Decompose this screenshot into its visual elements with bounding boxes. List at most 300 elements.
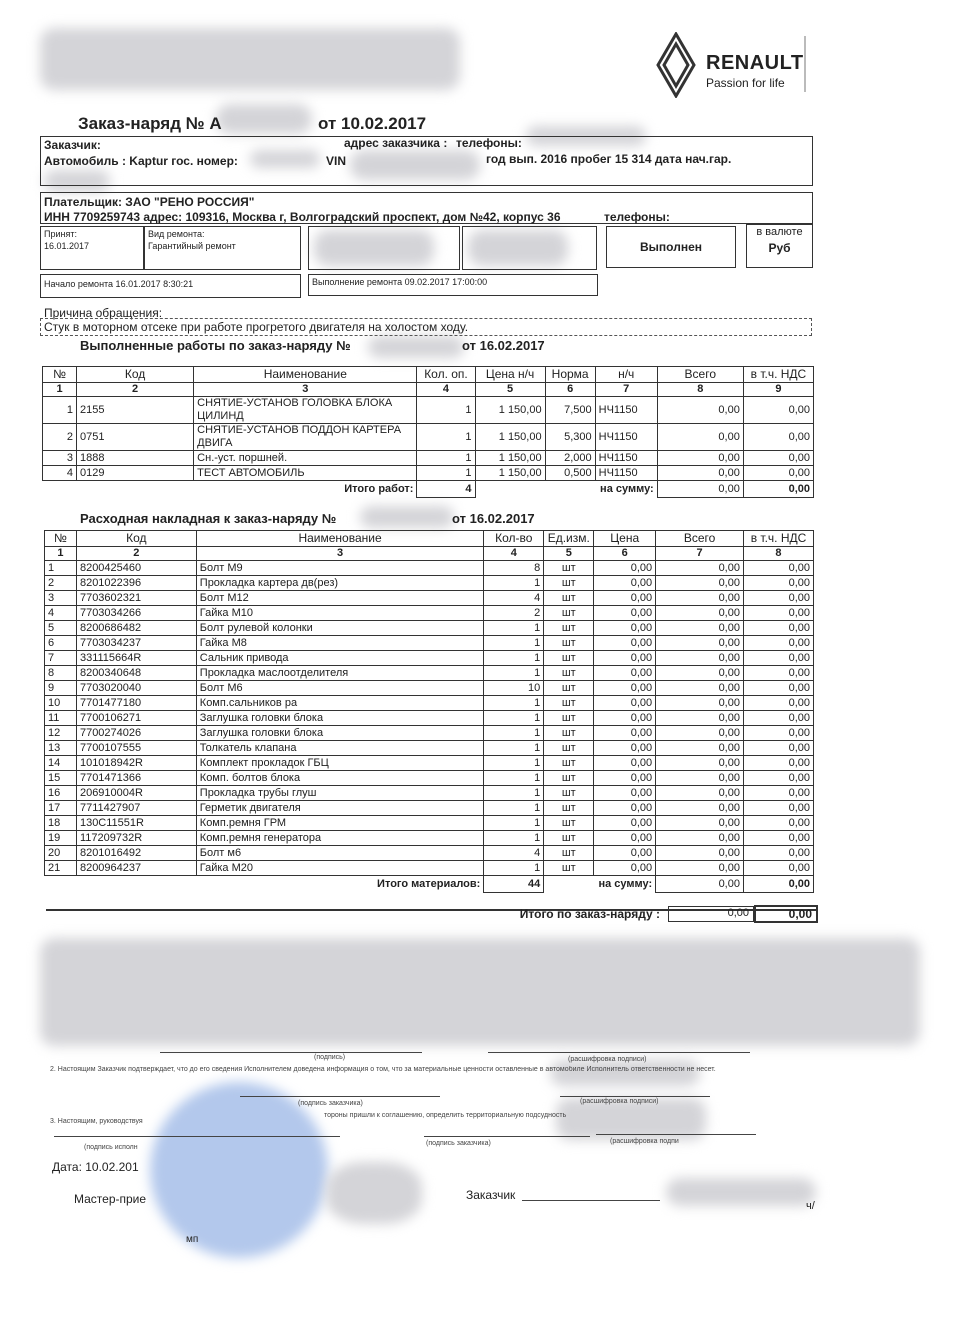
- materials-cell: 0,00: [656, 606, 744, 621]
- materials-cell: 0,00: [743, 816, 813, 831]
- materials-column-number: 6: [594, 547, 656, 561]
- materials-cell: Прокладка картера дв(рез): [196, 576, 484, 591]
- materials-cell: 8201022396: [76, 576, 196, 591]
- materials-cell: 0,00: [743, 741, 813, 756]
- materials-cell: 1: [484, 636, 544, 651]
- materials-table: [44, 530, 814, 893]
- materials-cell: 1: [484, 621, 544, 636]
- grand-total-sum: 0,00: [668, 906, 754, 922]
- table-row: [45, 801, 814, 816]
- table-row: [45, 606, 814, 621]
- sign-line-4: [560, 1096, 710, 1097]
- materials-cell: Толкатель клапана: [196, 741, 484, 756]
- works-total-row: [43, 481, 814, 498]
- works-header-row: [43, 367, 814, 383]
- materials-cell: 0,00: [594, 591, 656, 606]
- materials-cell: Гайка М8: [196, 636, 484, 651]
- materials-sum-total: 0,00: [656, 876, 744, 893]
- works-column-number: 9: [743, 383, 813, 397]
- table-row: [43, 397, 814, 424]
- sign-customer-caption: (подпись): [314, 1054, 346, 1061]
- materials-cell: 0,00: [656, 726, 744, 741]
- table-row: [45, 861, 814, 876]
- materials-column-number: 3: [196, 547, 484, 561]
- tail-mark: ч/: [806, 1200, 815, 1212]
- materials-cell: 117209732R: [76, 831, 196, 846]
- works-cell: 0,00: [743, 451, 813, 466]
- materials-cell: 7701471366: [76, 771, 196, 786]
- table-row: [45, 726, 814, 741]
- materials-cell: 101018942R: [76, 756, 196, 771]
- table-row: [45, 816, 814, 831]
- materials-cell: 15: [45, 771, 77, 786]
- footer-date: Дата: 10.02.201: [52, 1160, 139, 1174]
- works-column-number: 4: [417, 383, 475, 397]
- works-column-number: 5: [475, 383, 545, 397]
- sign-line-5: [54, 1136, 340, 1137]
- currency-label: в валюте: [756, 226, 803, 238]
- materials-cell: Комп.ремня генератора: [196, 831, 484, 846]
- redaction-materials-number: [360, 506, 454, 528]
- works-cell: НЧ1150: [595, 451, 657, 466]
- works-cell: 1 150,00: [475, 466, 545, 481]
- materials-cell: 0,00: [743, 801, 813, 816]
- materials-header-row: [45, 531, 814, 547]
- materials-cell: 8200686482: [76, 621, 196, 636]
- materials-cell: 0,00: [594, 696, 656, 711]
- materials-cell: шт: [544, 831, 594, 846]
- materials-date: от 16.02.2017: [452, 511, 535, 526]
- materials-cell: 7711427907: [76, 801, 196, 816]
- materials-cell: 1: [484, 696, 544, 711]
- materials-cell: шт: [544, 786, 594, 801]
- materials-cell: 0,00: [594, 636, 656, 651]
- table-row: [45, 621, 814, 636]
- materials-cell: 2: [484, 606, 544, 621]
- works-cell: 0,00: [743, 466, 813, 481]
- table-row: [45, 831, 814, 846]
- materials-cell: 3: [45, 591, 77, 606]
- sign-line-2: [488, 1052, 750, 1053]
- accepted-date: 16.01.2017: [44, 241, 90, 251]
- materials-cell: 0,00: [743, 771, 813, 786]
- materials-column-number: 5: [544, 547, 594, 561]
- materials-cell: Комп.сальников ра: [196, 696, 484, 711]
- materials-cell: шт: [544, 726, 594, 741]
- works-cell: 1 150,00: [475, 451, 545, 466]
- materials-cell: 0,00: [743, 726, 813, 741]
- master-receiver-label: Мастер-прие: [74, 1192, 147, 1206]
- table-row: [45, 741, 814, 756]
- materials-cell: 0,00: [743, 621, 813, 636]
- accepted-label: Принят:: [44, 229, 77, 239]
- materials-column-number: 4: [484, 547, 544, 561]
- works-header-cell: Всего: [657, 367, 743, 383]
- materials-cell: 1: [484, 816, 544, 831]
- materials-cell: 1: [484, 666, 544, 681]
- materials-cell: 0,00: [743, 681, 813, 696]
- materials-total-row: [45, 876, 814, 893]
- materials-cell: 0,00: [656, 696, 744, 711]
- materials-cell: 0,00: [594, 741, 656, 756]
- works-cell: 5,300: [545, 424, 595, 451]
- materials-cell: шт: [544, 666, 594, 681]
- materials-cell: 0,00: [594, 726, 656, 741]
- works-cell: 0,500: [545, 466, 595, 481]
- payer: Плательщик: ЗАО "РЕНО РОССИЯ": [44, 195, 255, 209]
- materials-cell: Комплект прокладок ГБЦ: [196, 756, 484, 771]
- brand-slogan: Passion for life: [706, 76, 785, 90]
- works-cell: 7,500: [545, 397, 595, 424]
- customer-sign-label: Заказчик: [466, 1188, 516, 1202]
- works-cell: Сн.-уст. поршней.: [194, 451, 417, 466]
- materials-cell: 4: [484, 846, 544, 861]
- phones-label: телефоны:: [456, 136, 522, 150]
- materials-cell: 0,00: [656, 771, 744, 786]
- works-cell: СНЯТИЕ-УСТАНОВ ГОЛОВКА БЛОКА ЦИЛИНД: [194, 397, 417, 424]
- materials-header-cell: в т.ч. НДС: [743, 531, 813, 547]
- materials-cell: 7700274026: [76, 726, 196, 741]
- works-cell: ТЕСТ АВТОМОБИЛЬ: [194, 466, 417, 481]
- table-row: [45, 591, 814, 606]
- works-column-number: 3: [194, 383, 417, 397]
- materials-cell: 0,00: [656, 711, 744, 726]
- materials-cell: 20: [45, 846, 77, 861]
- materials-cell: 0,00: [743, 576, 813, 591]
- logo-divider: [804, 36, 806, 92]
- table-row: [45, 666, 814, 681]
- materials-cell: 0,00: [656, 621, 744, 636]
- materials-cell: шт: [544, 861, 594, 876]
- works-column-number: 2: [77, 383, 194, 397]
- works-cell: 0,00: [657, 466, 743, 481]
- customer-sign-line: [522, 1200, 660, 1201]
- materials-cell: Комп.ремня ГРМ: [196, 816, 484, 831]
- car-details: год вып. 2016 пробег 15 314 дата нач.гар.: [486, 152, 732, 166]
- materials-cell: 1: [484, 576, 544, 591]
- materials-cell: 6: [45, 636, 77, 651]
- sign-exec-caption: (подпись исполн: [84, 1144, 138, 1151]
- redaction-footer-clause: [40, 938, 920, 1046]
- materials-cell: 1: [484, 831, 544, 846]
- works-column-number: 7: [595, 383, 657, 397]
- end-repair: Выполнение ремонта 09.02.2017 17:00:00: [312, 277, 488, 287]
- materials-cell: шт: [544, 756, 594, 771]
- works-cell: 1 150,00: [475, 424, 545, 451]
- materials-cell: 8: [45, 666, 77, 681]
- clause-3-rest: тороны пришли к соглашению, определить территориальную подсудность: [324, 1112, 567, 1119]
- redaction-works-number: [368, 336, 464, 358]
- payer-inn-address: ИНН 7709259743 адрес: 109316, Москва г, Волгоградский проспект, дом №42, корпус 36: [44, 210, 561, 224]
- works-cell: 1: [417, 424, 475, 451]
- materials-cell: 0,00: [743, 846, 813, 861]
- materials-cell: 13: [45, 741, 77, 756]
- works-cell: 0129: [77, 466, 194, 481]
- materials-cell: 0,00: [656, 816, 744, 831]
- materials-cell: шт: [544, 846, 594, 861]
- materials-cell: Прокладка трубы глуш: [196, 786, 484, 801]
- works-cell: 3: [43, 451, 77, 466]
- materials-cell: 0,00: [743, 591, 813, 606]
- materials-cell: шт: [544, 651, 594, 666]
- materials-cell: шт: [544, 681, 594, 696]
- table-row: [45, 756, 814, 771]
- materials-column-number: 7: [656, 547, 744, 561]
- works-column-number-row: [43, 383, 814, 397]
- materials-total-qty: 44: [484, 876, 544, 893]
- materials-cell: 0,00: [743, 831, 813, 846]
- grand-total-vat: 0,00: [754, 905, 818, 923]
- materials-cell: шт: [544, 816, 594, 831]
- works-cell: 2,000: [545, 451, 595, 466]
- materials-sum-vat: 0,00: [743, 876, 813, 893]
- materials-cell: 7703034266: [76, 606, 196, 621]
- customer-label: Заказчик:: [44, 138, 101, 152]
- materials-cell: 1: [484, 771, 544, 786]
- materials-cell: 0,00: [594, 756, 656, 771]
- materials-cell: 0,00: [594, 606, 656, 621]
- clause-3-start: 3. Настоящим, руководствуя: [50, 1118, 143, 1125]
- materials-cell: 8: [484, 561, 544, 576]
- materials-header-cell: №: [45, 531, 77, 547]
- materials-cell: 16: [45, 786, 77, 801]
- materials-cell: шт: [544, 711, 594, 726]
- materials-cell: 8201016492: [76, 846, 196, 861]
- materials-cell: 10: [484, 681, 544, 696]
- materials-cell: шт: [544, 591, 594, 606]
- materials-cell: 10: [45, 696, 77, 711]
- brand-name: RENAULT: [706, 52, 804, 74]
- materials-cell: 1: [484, 726, 544, 741]
- materials-title: Расходная накладная к заказ-наряду №: [80, 511, 337, 526]
- decode-caption-3: (расшифровка подпи: [610, 1138, 679, 1145]
- materials-header-cell: Всего: [656, 531, 744, 547]
- materials-cell: 0,00: [594, 681, 656, 696]
- materials-cell: шт: [544, 741, 594, 756]
- table-row: [45, 681, 814, 696]
- works-sum-total: 0,00: [657, 481, 743, 498]
- stamp-mp-label: мп: [186, 1234, 199, 1245]
- materials-cell: шт: [544, 771, 594, 786]
- materials-cell: 21: [45, 861, 77, 876]
- materials-cell: 331115664R: [76, 651, 196, 666]
- works-sum-vat: 0,00: [743, 481, 813, 498]
- reason-text: Стук в моторном отсеке при работе прогретого двигателя на холостом ходу.: [44, 320, 469, 334]
- decode-caption-2: (расшифровка подписи): [580, 1098, 659, 1105]
- materials-cell: Болт м6: [196, 846, 484, 861]
- table-row: [45, 846, 814, 861]
- redaction-stamp: [150, 1082, 328, 1258]
- materials-cell: 1: [484, 786, 544, 801]
- materials-cell: 8200425460: [76, 561, 196, 576]
- start-repair: Начало ремонта 16.01.2017 8:30:21: [44, 279, 194, 289]
- materials-cell: 0,00: [656, 756, 744, 771]
- payer-phones-label: телефоны:: [604, 210, 670, 224]
- materials-cell: Заглушка головки блока: [196, 711, 484, 726]
- order-status: Выполнен: [640, 240, 702, 254]
- materials-cell: 0,00: [656, 741, 744, 756]
- materials-cell: шт: [544, 636, 594, 651]
- works-date: от 16.02.2017: [462, 338, 545, 353]
- materials-cell: 7: [45, 651, 77, 666]
- materials-cell: 0,00: [656, 681, 744, 696]
- materials-cell: 0,00: [743, 636, 813, 651]
- works-header-cell: Норма: [545, 367, 595, 383]
- materials-cell: 0,00: [594, 666, 656, 681]
- materials-cell: 0,00: [656, 801, 744, 816]
- works-cell: 1888: [77, 451, 194, 466]
- works-header-cell: н/ч: [595, 367, 657, 383]
- table-row: [43, 424, 814, 451]
- works-table: [42, 366, 814, 498]
- works-cell: 0,00: [743, 424, 813, 451]
- materials-cell: 0,00: [743, 711, 813, 726]
- materials-cell: 0,00: [594, 576, 656, 591]
- materials-cell: 0,00: [656, 666, 744, 681]
- works-cell: 2155: [77, 397, 194, 424]
- materials-cell: 7703602321: [76, 591, 196, 606]
- materials-column-number: 1: [45, 547, 77, 561]
- materials-cell: Болт М12: [196, 591, 484, 606]
- materials-cell: 0,00: [656, 636, 744, 651]
- materials-cell: 0,00: [656, 786, 744, 801]
- redaction-customer-sign: [666, 1178, 816, 1206]
- works-header-cell: в т.ч. НДС: [743, 367, 813, 383]
- currency: Руб: [768, 241, 791, 255]
- materials-cell: 7703020040: [76, 681, 196, 696]
- works-total-qty: 4: [417, 481, 475, 498]
- materials-cell: 0,00: [656, 591, 744, 606]
- materials-cell: 0,00: [656, 861, 744, 876]
- materials-cell: 12: [45, 726, 77, 741]
- table-row: [45, 771, 814, 786]
- materials-column-number: 2: [76, 547, 196, 561]
- table-row: [45, 636, 814, 651]
- materials-cell: 130C11551R: [76, 816, 196, 831]
- vin-label: VIN: [326, 154, 347, 168]
- materials-cell: 18: [45, 816, 77, 831]
- renault-logo-icon: [656, 32, 696, 98]
- materials-cell: шт: [544, 576, 594, 591]
- materials-header-cell: Кол-во: [484, 531, 544, 547]
- materials-sum-label: на сумму:: [598, 877, 653, 890]
- materials-cell: 8200340648: [76, 666, 196, 681]
- materials-cell: Болт М6: [196, 681, 484, 696]
- table-row: [43, 466, 814, 481]
- materials-cell: 0,00: [594, 561, 656, 576]
- materials-cell: Сальник привода: [196, 651, 484, 666]
- materials-cell: 0,00: [743, 861, 813, 876]
- sign-customer-caption-3: (подпись заказчика): [426, 1140, 491, 1147]
- works-header-cell: Код: [77, 367, 194, 383]
- materials-cell: Комп. болтов блока: [196, 771, 484, 786]
- works-cell: 0751: [77, 424, 194, 451]
- table-row: [45, 696, 814, 711]
- master-box: [308, 226, 460, 270]
- materials-cell: 0,00: [594, 801, 656, 816]
- materials-cell: Гайка М20: [196, 861, 484, 876]
- materials-cell: 0,00: [743, 666, 813, 681]
- materials-cell: 1: [484, 711, 544, 726]
- materials-cell: 0,00: [594, 786, 656, 801]
- materials-header-cell: Ед.изм.: [544, 531, 594, 547]
- works-header-cell: Цена н/ч: [475, 367, 545, 383]
- works-sum-label: на сумму:: [600, 482, 654, 495]
- materials-column-number: 8: [743, 547, 813, 561]
- materials-cell: 0,00: [594, 861, 656, 876]
- materials-cell: 1: [484, 801, 544, 816]
- reason-label: Причина обращения:: [44, 306, 163, 320]
- materials-cell: Болт рулевой колонки: [196, 621, 484, 636]
- materials-cell: 7700106271: [76, 711, 196, 726]
- materials-cell: 0,00: [743, 606, 813, 621]
- works-column-number: 8: [657, 383, 743, 397]
- materials-cell: 0,00: [656, 846, 744, 861]
- materials-cell: Болт М9: [196, 561, 484, 576]
- materials-cell: 8200964237: [76, 861, 196, 876]
- works-cell: 1: [417, 451, 475, 466]
- works-cell: НЧ1150: [595, 466, 657, 481]
- redaction-header: [40, 28, 460, 90]
- materials-cell: 7703034237: [76, 636, 196, 651]
- materials-cell: 1: [484, 651, 544, 666]
- sign-customer-caption-2: (подпись заказчика): [298, 1100, 363, 1107]
- materials-cell: Прокладка маслоотделителя: [196, 666, 484, 681]
- works-column-number: 6: [545, 383, 595, 397]
- executor-box: [462, 226, 597, 270]
- redaction-order-number: [216, 104, 312, 134]
- materials-cell: 7700107555: [76, 741, 196, 756]
- repair-type-label: Вид ремонта:: [148, 229, 205, 239]
- materials-cell: 11: [45, 711, 77, 726]
- works-cell: 0,00: [657, 424, 743, 451]
- materials-total-label: Итого материалов:: [377, 877, 481, 890]
- grand-total-label: Итого по заказ-наряду :: [519, 907, 660, 921]
- works-header-cell: №: [43, 367, 77, 383]
- materials-cell: 206910004R: [76, 786, 196, 801]
- sign-line-3: [240, 1096, 440, 1097]
- works-cell: 1: [43, 397, 77, 424]
- materials-cell: 1: [45, 561, 77, 576]
- sign-line-1: [160, 1052, 422, 1053]
- redaction-signature-1: [550, 1060, 700, 1086]
- materials-cell: шт: [544, 801, 594, 816]
- address-label: адрес заказчика :: [344, 136, 448, 150]
- materials-cell: 1: [484, 741, 544, 756]
- materials-cell: 0,00: [656, 831, 744, 846]
- materials-cell: 0,00: [594, 711, 656, 726]
- decode-caption-1: (расшифровка подписи): [568, 1056, 647, 1063]
- sign-line-6: [424, 1136, 590, 1137]
- materials-cell: 9: [45, 681, 77, 696]
- car-label: Автомобиль : Kaptur гос. номер:: [44, 154, 238, 168]
- materials-cell: Гайка М10: [196, 606, 484, 621]
- materials-cell: 0,00: [656, 561, 744, 576]
- materials-cell: шт: [544, 561, 594, 576]
- works-title: Выполненные работы по заказ-наряду №: [80, 338, 351, 353]
- materials-cell: 0,00: [743, 696, 813, 711]
- materials-cell: шт: [544, 696, 594, 711]
- materials-cell: 0,00: [594, 651, 656, 666]
- materials-cell: 0,00: [594, 771, 656, 786]
- materials-cell: 0,00: [594, 621, 656, 636]
- materials-cell: 0,00: [743, 651, 813, 666]
- materials-cell: 1: [484, 756, 544, 771]
- works-cell: 0,00: [657, 451, 743, 466]
- table-row: [45, 786, 814, 801]
- works-header-cell: Наименование: [194, 367, 417, 383]
- materials-cell: 0,00: [656, 651, 744, 666]
